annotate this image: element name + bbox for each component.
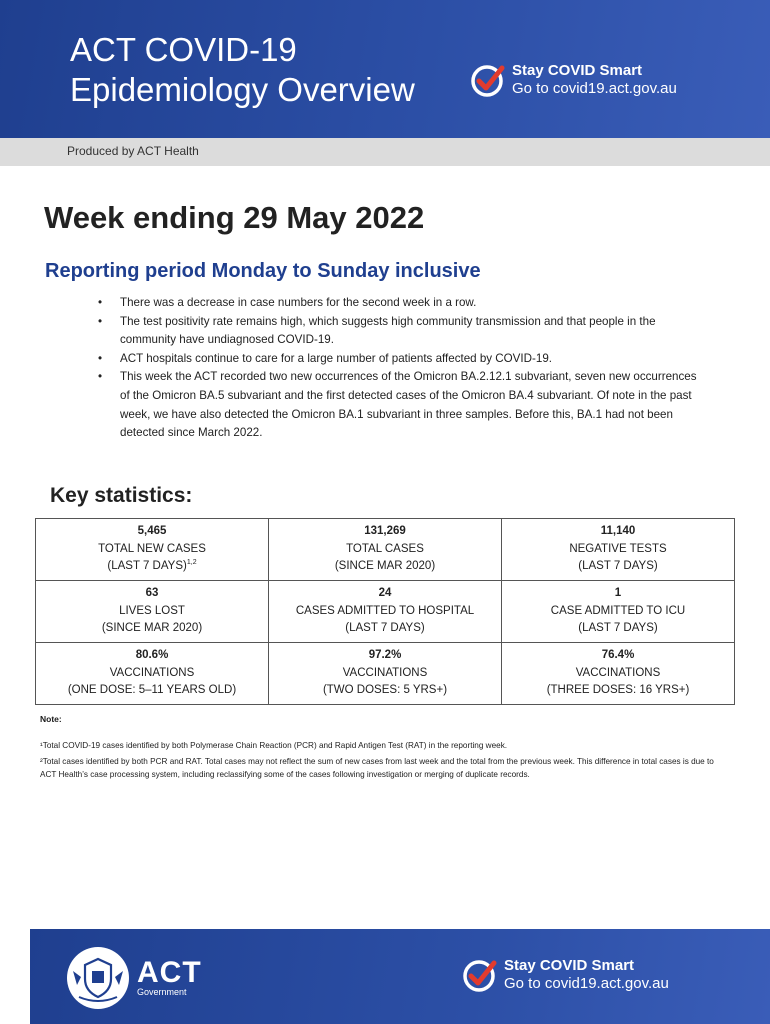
covid-smart-promo-footer[interactable]	[462, 957, 669, 993]
stat-label: VACCINATIONS	[342, 666, 428, 679]
stat-value: 63	[145, 587, 159, 600]
title-line-2: Epidemiology Overview	[70, 71, 415, 108]
footer-banner	[30, 929, 770, 1024]
logo-act-text: ACT	[137, 955, 202, 989]
stat-label: NEGATIVE TESTS	[569, 542, 667, 555]
key-statistics-table	[35, 518, 735, 705]
bullet-item: • The test positivity rate remains high, which suggests high community transmission and that people in the community have undiagnosed COVID-19.	[98, 313, 708, 350]
title-line-1: ACT COVID-19	[70, 31, 297, 68]
stat-period: (LAST 7 DAYS)	[578, 560, 658, 573]
stat-value: 76.4%	[601, 649, 635, 662]
reporting-period-heading: Reporting period Monday to Sunday inclusive	[45, 260, 481, 282]
footnote-1: ¹Total COVID-19 cases identified by both Polymerase Chain Reaction (PCR) and Rapid Antigen Test (RAT) in the reporting week.	[40, 741, 508, 750]
stat-cell-new-cases	[36, 519, 269, 581]
note-label: Note:	[40, 714, 62, 724]
promo-link[interactable]: Go to covid19.act.gov.au	[504, 975, 669, 992]
stat-label: VACCINATIONS	[109, 666, 195, 679]
stat-period: (LAST 7 DAYS)	[578, 622, 658, 635]
summary-bullets	[98, 294, 708, 443]
produced-by-bar	[0, 138, 770, 166]
stat-value: 97.2%	[368, 649, 402, 662]
promo-headline: Stay COVID Smart	[512, 62, 643, 79]
footnote-ref: 1,2	[186, 559, 197, 567]
stat-cell-negative-tests	[502, 519, 735, 581]
check-circle-icon	[470, 62, 506, 98]
logo-government-text: Government	[137, 986, 187, 997]
stat-label: LIVES LOST	[119, 604, 185, 617]
stat-value: 11,140	[600, 525, 636, 538]
act-crest-icon	[65, 945, 131, 1011]
header-banner	[0, 0, 770, 138]
stat-period: (TWO DOSES: 5 YRS+)	[322, 684, 448, 697]
stat-period: (SINCE MAR 2020)	[334, 560, 436, 573]
stat-label: VACCINATIONS	[575, 666, 661, 679]
stat-period: (SINCE MAR 2020)	[101, 622, 203, 635]
document-title	[70, 30, 415, 110]
stat-cell-lives-lost	[36, 581, 269, 643]
stat-value: 1	[614, 587, 622, 600]
promo-headline: Stay COVID Smart	[504, 957, 635, 974]
stat-period: (THREE DOSES: 16 YRS+)	[546, 684, 690, 697]
bullet-item: • ACT hospitals continue to care for a large number of patients affected by COVID-19.	[98, 350, 708, 369]
stat-cell-vax-three-doses	[502, 643, 735, 705]
stat-cell-hospital	[269, 581, 502, 643]
table-row	[36, 643, 735, 705]
stat-cell-total-cases	[269, 519, 502, 581]
key-statistics-heading: Key statistics:	[50, 484, 193, 507]
week-title: Week ending 29 May 2022	[44, 200, 425, 235]
table-row	[36, 581, 735, 643]
bullet-item: • This week the ACT recorded two new occurrences of the Omicron BA.2.12.1 subvariant, seven new occurrences of the Omicron BA.5 subvariant and the first detected cases of the Omicron BA.4 subvariant. Of note in the past week, we have also detected the Omicron BA.1 subvariant in three samples. Before this, BA.1 had not been detected since March 2022.	[98, 368, 708, 442]
stat-period: (LAST 7 DAYS)	[345, 622, 425, 635]
stat-value: 24	[378, 587, 392, 600]
stat-cell-vax-one-dose	[36, 643, 269, 705]
table-row	[36, 519, 735, 581]
footnote-2: ²Total cases identified by both PCR and RAT. Total cases may not reflect the sum of new cases from last week and the total from the previous week. This difference in total cases is due to ACT Health’s case processing system, including reclassifying some of the cases following investigation or merging of duplicate records.	[40, 757, 714, 779]
stat-value: 5,465	[137, 525, 167, 538]
stat-label: CASE ADMITTED TO ICU	[550, 604, 686, 617]
stat-value: 80.6%	[135, 649, 169, 662]
check-circle-icon	[462, 957, 498, 993]
stat-period: (ONE DOSE: 5–11 YEARS OLD)	[67, 684, 237, 697]
stat-label: TOTAL CASES	[346, 542, 424, 555]
act-government-logo	[65, 945, 202, 1011]
stat-label: TOTAL NEW CASES	[98, 542, 206, 555]
stat-cell-vax-two-doses	[269, 643, 502, 705]
stat-label: CASES ADMITTED TO HOSPITAL	[295, 604, 475, 617]
bullet-item: • There was a decrease in case numbers for the second week in a row.	[98, 294, 708, 313]
stat-value: 131,269	[364, 525, 406, 538]
covid-smart-promo[interactable]	[470, 62, 677, 98]
stat-period: (LAST 7 DAYS)$^{1,2}$	[107, 559, 197, 573]
stat-cell-icu	[502, 581, 735, 643]
produced-by-text: Produced by ACT Health	[67, 144, 199, 158]
promo-link[interactable]: Go to covid19.act.gov.au	[512, 80, 677, 97]
